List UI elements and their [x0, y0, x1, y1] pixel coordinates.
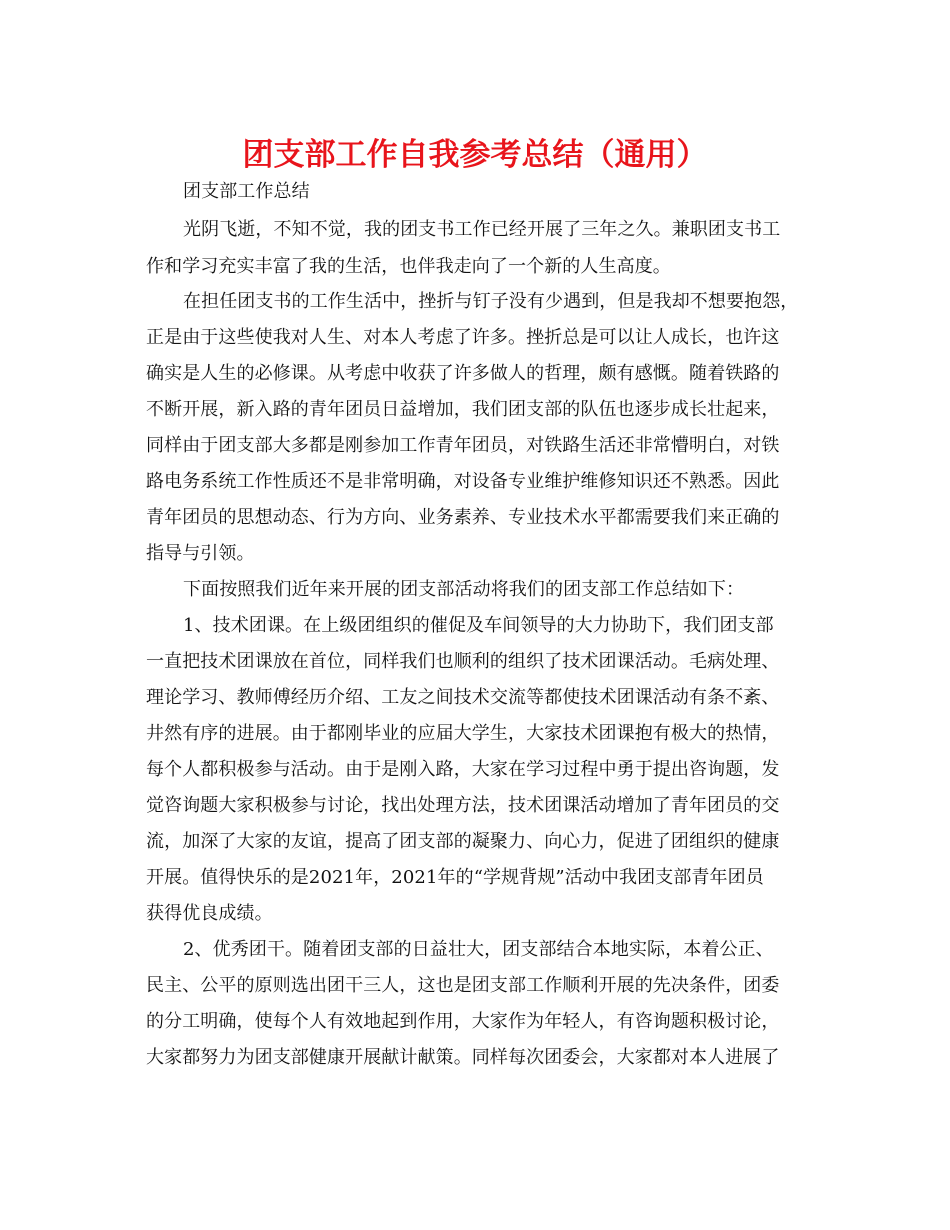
body-text-line: 确实是人生的必修课。从考虑中收获了许多做人的哲理，颇有感慨。随着铁路的: [146, 363, 780, 384]
body-text-line: 理论学习、教师傅经历介绍、工友之间技术交流等都使技术团课活动有条不紊、: [146, 687, 780, 708]
body-text-line: 光阴飞逝，不知不觉，我的团支书工作已经开展了三年之久。兼职团支书工: [183, 219, 781, 240]
body-text-line: 井然有序的进展。由于都刚毕业的应届大学生，大家技术团课抱有极大的热情，: [146, 723, 780, 744]
body-text-line: 开展。值得快乐的是2021年，2021年的“学规背规”活动中我团支部青年团员: [146, 867, 764, 888]
body-text-line: 一直把技术团课放在首位，同样我们也顺利的组织了技术团课活动。毛病处理、: [146, 651, 780, 672]
body-text-line: 下面按照我们近年来开展的团支部活动将我们的团支部工作总结如下：: [183, 579, 745, 600]
body-text-line: 作和学习充实丰富了我的生活，也伴我走向了一个新的人生高度。: [146, 256, 671, 277]
body-text-line: 指导与引领。: [146, 543, 255, 564]
body-text-line: 获得优良成绩。: [146, 903, 273, 924]
body-text-line: 同样由于团支部大多都是刚参加工作青年团员，对铁路生活还非常懵明白，对铁: [146, 435, 780, 456]
body-text-line: 1、技术团课。在上级团组织的催促及车间领导的大力协助下，我们团支部: [183, 615, 774, 636]
document-title: 团支部工作自我参考总结（通用）: [242, 137, 708, 173]
body-text-line: 每个人都积极参与活动。由于是刚入路，大家在学习过程中勇于提出咨询题，发: [146, 759, 780, 780]
body-text-line: 团支部工作总结: [183, 181, 310, 202]
body-text-line: 觉咨询题大家积极参与讨论，找出处理方法，技术团课活动增加了青年团员的交: [146, 795, 780, 816]
body-text-line: 大家都努力为团支部健康开展献计献策。同样每次团委会，大家都对本人进展了: [146, 1047, 780, 1068]
body-text-line: 青年团员的思想动态、行为方向、业务素养、专业技术水平都需要我们来正确的: [146, 507, 780, 528]
body-text-line: 民主、公平的原则选出团干三人，这也是团支部工作顺利开展的先决条件，团委: [146, 975, 780, 996]
body-text-line: 路电务系统工作性质还不是非常明确，对设备专业维护维修知识还不熟悉。因此: [146, 471, 780, 492]
body-text-line: 2、优秀团干。随着团支部的日益壮大，团支部结合本地实际，本着公正、: [183, 939, 774, 960]
body-text-line: 正是由于这些使我对人生、对本人考虑了许多。挫折总是可以让人成长，也许这: [146, 327, 780, 348]
body-text-line: 流，加深了大家的友谊，提高了团支部的凝聚力、向心力，促进了团组织的健康: [146, 831, 780, 852]
body-text-line: 的分工明确，使每个人有效地起到作用，大家作为年轻人，有咨询题积极讨论，: [146, 1011, 780, 1032]
body-text-line: 不断开展，新入路的青年团员日益增加，我们团支部的队伍也逐步成长壮起来，: [146, 399, 780, 420]
body-text-line: 在担任团支书的工作生活中，挫折与钉子没有少遇到，但是我却不想要抱怨，: [183, 291, 799, 312]
